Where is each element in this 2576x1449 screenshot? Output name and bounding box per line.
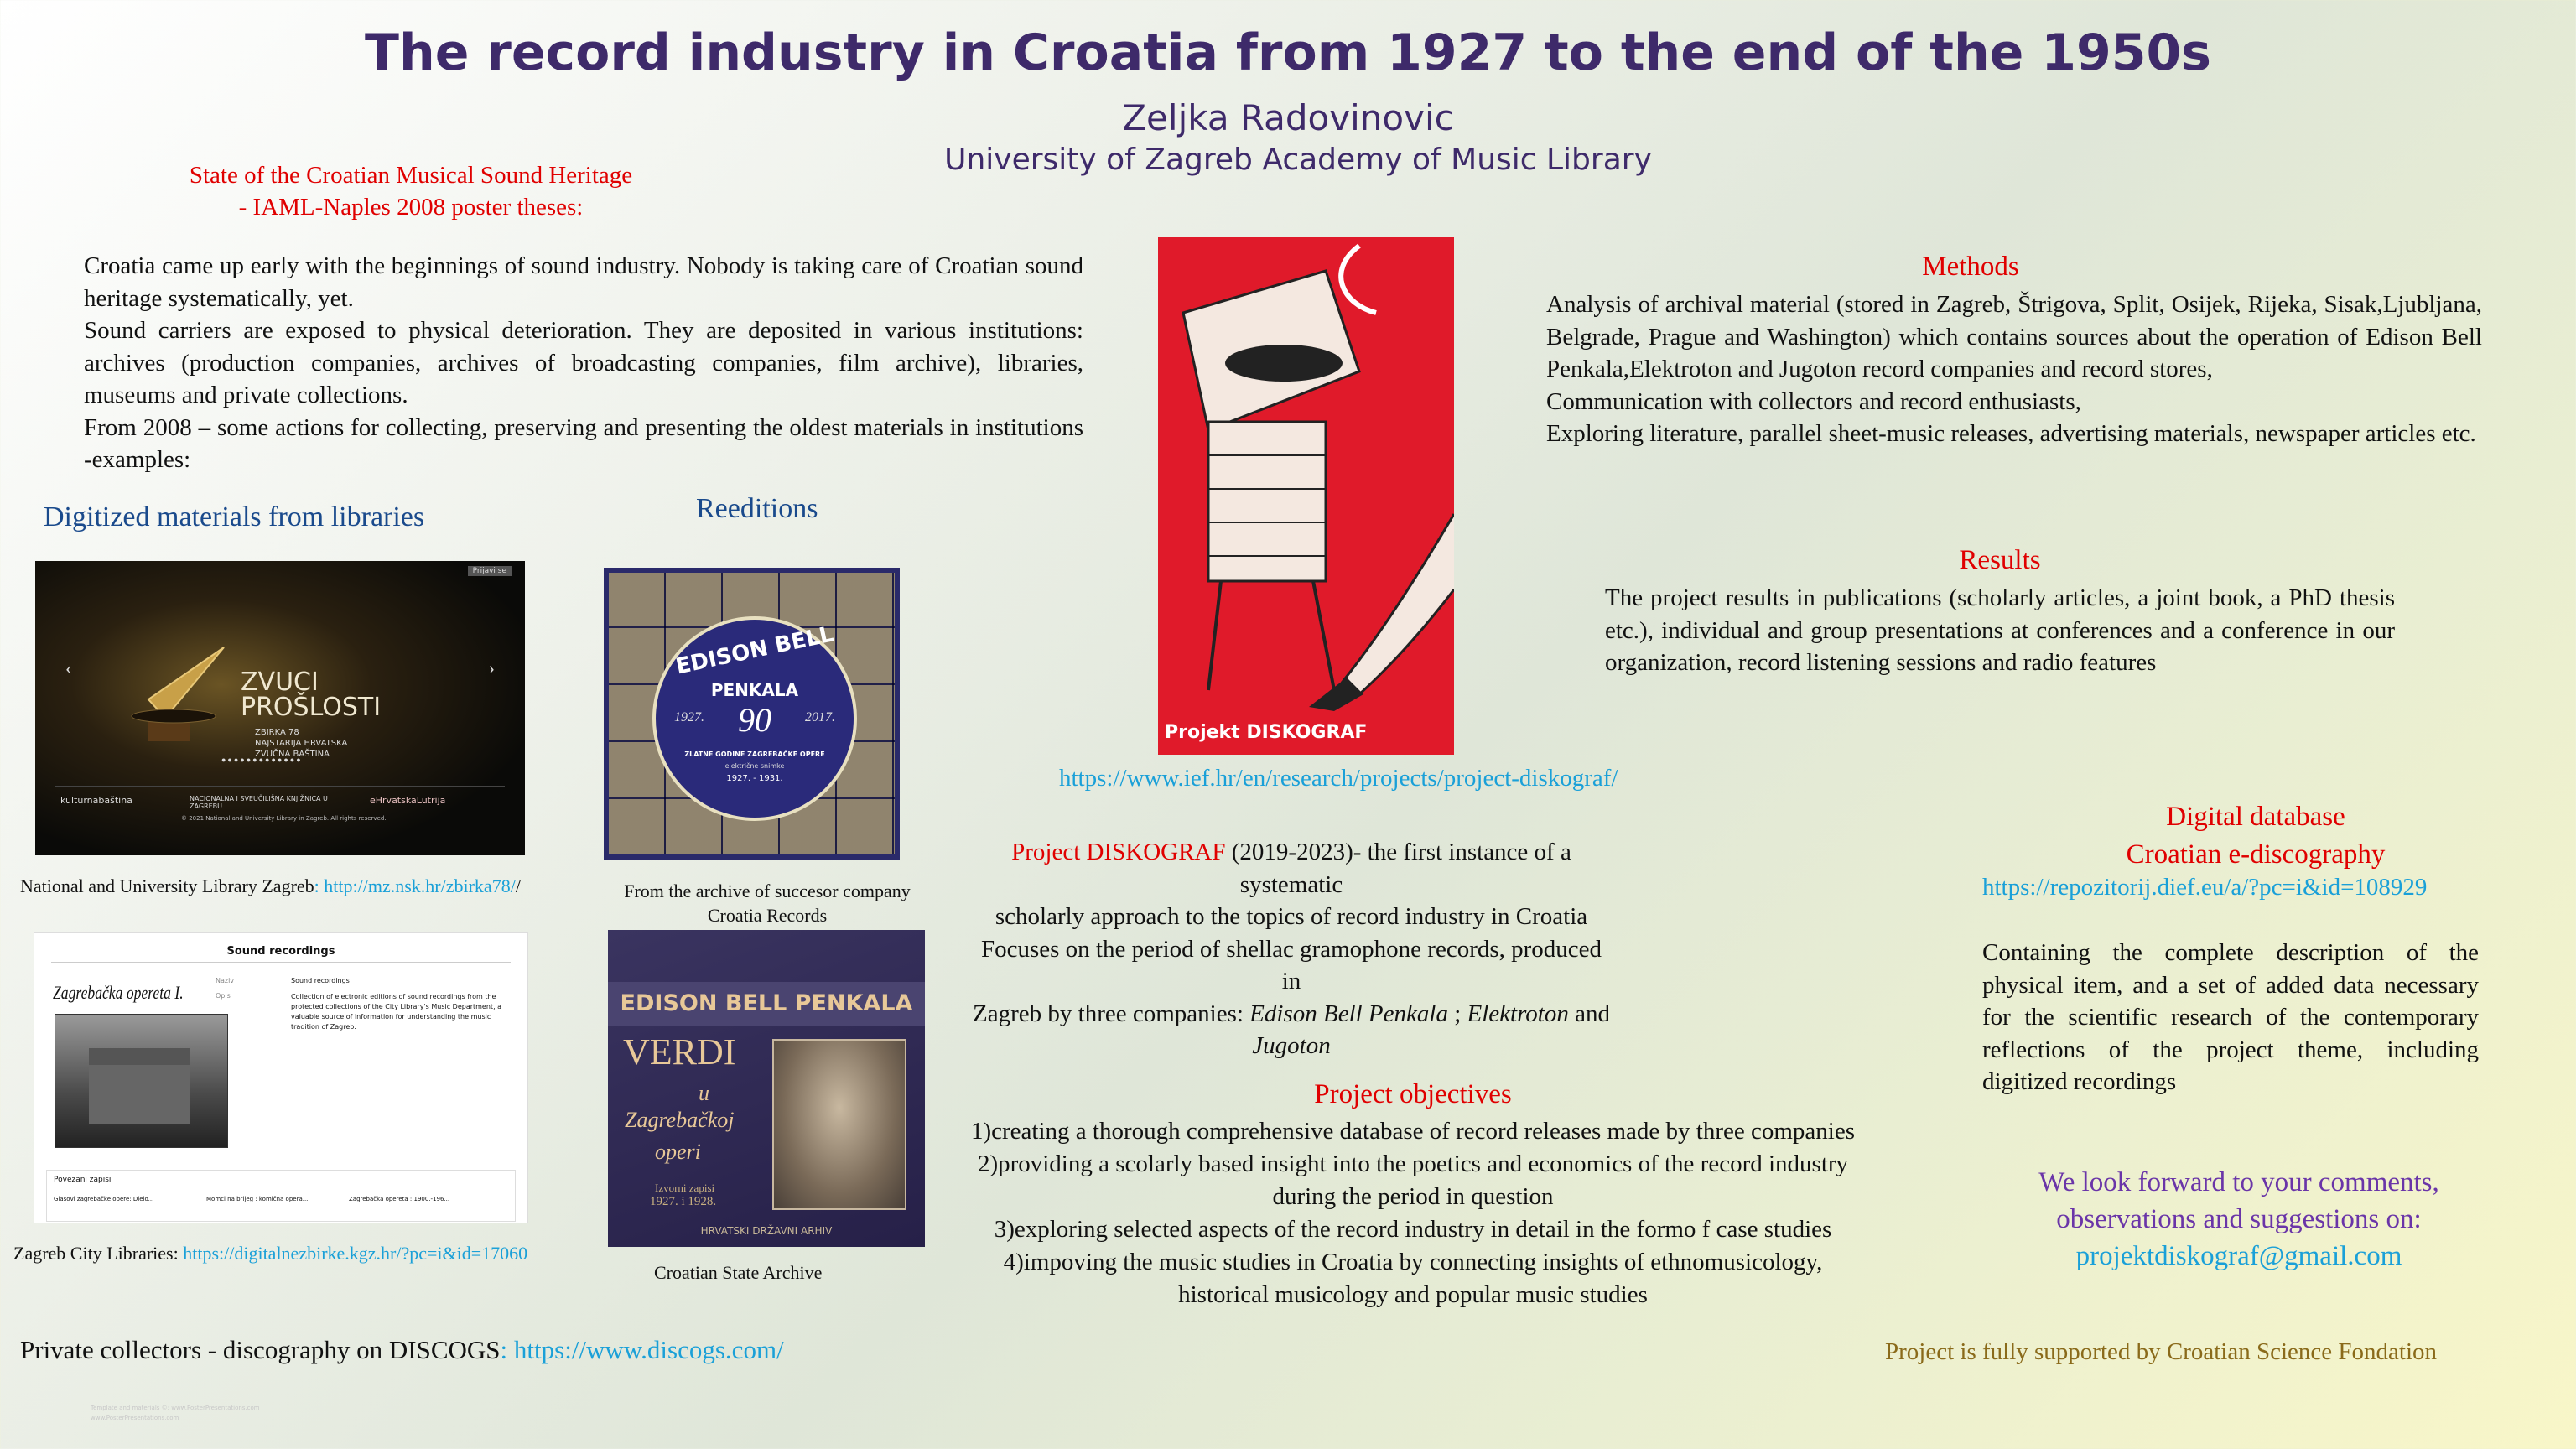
contact-email[interactable]: projektdiskograf@gmail.com xyxy=(2075,1241,2402,1271)
state-heading-line2: - IAML-Naples 2008 poster theses: xyxy=(238,194,584,221)
objective-4-cont: historical musicology and popular music studies xyxy=(1178,1281,1648,1308)
verdi-title: VERDI xyxy=(623,1031,736,1072)
nsk-caption xyxy=(20,875,521,897)
kgz-field-2-label: Opis xyxy=(216,992,231,1000)
kgz-related-2[interactable]: Momci na brijeg : komična opera... xyxy=(206,1196,309,1202)
theatre-building xyxy=(89,1048,190,1124)
album-brand-1: EDISON BELL xyxy=(673,621,836,680)
methods-heading: Methods xyxy=(1922,252,2019,282)
nsk-caption-slash: / xyxy=(515,875,521,896)
template-credit-1: Template and materials ©: www.PosterPresentations.com xyxy=(91,1405,260,1411)
state-text xyxy=(84,250,1083,476)
results-text xyxy=(1605,582,2395,679)
album-brand-2: PENKALA xyxy=(710,680,799,700)
album-caption-1: From the archive of succesor company xyxy=(624,880,911,901)
objectives-heading: Project objectives xyxy=(1314,1079,1512,1109)
album-number: 90 xyxy=(738,701,771,739)
template-credit xyxy=(91,1403,260,1423)
album-year-right: 2017. xyxy=(805,710,835,724)
theatre-photo xyxy=(55,1014,228,1148)
nsk-title-1: ZVUCI xyxy=(241,667,319,697)
database-heading xyxy=(1996,798,2516,874)
nsk-copyright: © 2021 National and University Library in Zagreb. All rights reserved. xyxy=(181,815,387,822)
state-heading xyxy=(168,159,654,223)
album-sub-2: električne snimke xyxy=(724,762,785,770)
nsk-sub-1: ZBIRKA 78 xyxy=(255,728,299,737)
chevron-right-icon[interactable]: › xyxy=(488,657,495,678)
verdi-caption: Croatian State Archive xyxy=(654,1262,823,1283)
nsk-screenshot xyxy=(35,561,525,855)
project-description xyxy=(973,836,1610,1062)
kgz-caption-text: Zagreb City Libraries: xyxy=(13,1243,184,1264)
objective-2-cont: during the period in question xyxy=(1272,1183,1554,1210)
company-2: Elektroton xyxy=(1467,1000,1569,1027)
kgz-related xyxy=(46,1170,516,1222)
kgz-header: Sound recordings xyxy=(226,945,335,958)
contact-block xyxy=(1962,1164,2516,1275)
chevron-left-icon[interactable]: ‹ xyxy=(65,657,72,678)
album-sub-1: ZLATNE GODINE ZAGREBAČKE OPERE xyxy=(684,750,825,758)
nsk-footer-logo-2: NACIONALNA I SVEUČILIŠNA KNJIŽNICA U ZAGREBU xyxy=(190,795,328,810)
verdi-sub-2: 1927. i 1928. xyxy=(650,1195,717,1208)
kgz-divider xyxy=(51,962,511,963)
objective-2: 2)providing a scolarly based insight into the poetics and economics of the record industry xyxy=(977,1150,1849,1177)
objectives-list xyxy=(922,1115,1903,1311)
nsk-caption-link[interactable]: : http://mz.nsk.hr/zbirka78/ xyxy=(314,875,516,896)
diskograf-link[interactable]: https://www.ief.hr/en/research/projects/project-diskograf/ xyxy=(1059,765,1618,792)
kgz-related-label: Povezani zapisi xyxy=(54,1176,112,1184)
verdi-city: Zagrebačkoj xyxy=(625,1108,735,1132)
database-heading-1: Digital database xyxy=(2166,802,2345,832)
carousel-dots[interactable]: ●●●●●●●●●●●●● xyxy=(221,756,303,764)
verdi-opera: operi xyxy=(655,1140,701,1164)
author-name: Zeljka Radovinovic xyxy=(1122,97,1454,138)
album-year-left: 1927. xyxy=(674,710,704,724)
database-heading-2: Croatian e-discography xyxy=(2126,839,2386,870)
verdi-archive: HRVATSKI DRŽAVNI ARHIV xyxy=(700,1225,833,1237)
project-line-1-text: (2019-2023)- the first instance of a systematic xyxy=(1225,839,1571,898)
kgz-field-1-value: Sound recordings xyxy=(291,977,350,984)
methods-para-3: Exploring literature, parallel sheet-music releases, advertising materials, newspaper articles etc. xyxy=(1546,420,2476,447)
objective-4: 4)impoving the music studies in Croatia by connecting insights of ethnomusicology, xyxy=(1003,1249,1823,1275)
company-3: Jugoton xyxy=(1252,1032,1331,1059)
private-collectors-text: Private collectors - discography on DISCOGS xyxy=(20,1335,501,1364)
project-line-2: scholarly approach to the topics of record industry in Croatia xyxy=(995,903,1588,930)
diskograf-poster-image xyxy=(1158,237,1454,755)
objective-3: 3)exploring selected aspects of the record industry in detail in the formo f case studies xyxy=(994,1216,1832,1243)
verdi-cover xyxy=(608,930,925,1247)
album-caption xyxy=(587,879,948,927)
digitized-heading: Digitized materials from libraries xyxy=(44,501,425,532)
contact-line-1: We look forward to your comments, xyxy=(2038,1167,2439,1197)
verdi-portrait xyxy=(772,1039,906,1210)
discogs-link[interactable]: : https://www.discogs.com/ xyxy=(500,1335,784,1364)
kgz-related-1[interactable]: Glasovi zagrebačke opere: Dielo... xyxy=(54,1196,154,1202)
project-line-1 xyxy=(973,836,1610,901)
company-1: Edison Bell Penkala xyxy=(1249,1000,1448,1027)
database-para: Containing the complete description of the physical item, and a set of added data necessary for the scientific research of the contemporary reflections of the project theme, including digitized recordings xyxy=(1982,939,2479,1095)
verdi-sub-1: Izvorni zapisi xyxy=(655,1182,715,1194)
methods-para-1: Analysis of archival material (stored in Zagreb, Štrigova, Split, Osijek, Rijeka, Sisak,Ljubljana, Belgrade, Prague and Washington) which contains sources about the operation of Edison Bell Penkala,Elektroton and Jugoton record companies and record stores, xyxy=(1546,291,2482,382)
verdi-banner: EDISON BELL PENKALA xyxy=(620,990,913,1016)
project-line-4 xyxy=(973,998,1610,1031)
company-and: and xyxy=(1568,1000,1610,1027)
edison-album-cover xyxy=(604,568,900,860)
state-para-2: Sound carriers are exposed to physical deterioration. They are deposited in various institutions: archives (production companies, archives of broadcasting companies, film archive), libraries, museums and private collections. xyxy=(84,317,1083,408)
gramophone-illustration xyxy=(1158,237,1454,755)
methods-text xyxy=(1546,288,2482,450)
nsk-login-button[interactable]: Prijavi se xyxy=(468,566,512,576)
template-credit-2: www.PosterPresentations.com xyxy=(91,1415,179,1421)
kgz-field-1-label: Naziv xyxy=(216,977,235,984)
results-heading: Results xyxy=(1959,545,2041,575)
nsk-footer-logo-1: kulturnabaština xyxy=(60,795,132,806)
kgz-book-title: Zagrebačka opereta I. xyxy=(53,982,184,1003)
kgz-caption xyxy=(13,1243,527,1265)
state-heading-line1: State of the Croatian Musical Sound Heritage xyxy=(189,162,633,189)
album-caption-2: Croatia Records xyxy=(707,905,828,926)
nsk-caption-text: National and University Library Zagreb xyxy=(20,875,314,896)
nsk-title-2: PROŠLOSTI xyxy=(241,693,382,722)
album-sub-3: 1927. - 1931. xyxy=(726,774,783,783)
database-link[interactable]: https://repozitorij.dief.eu/a/?pc=i&id=108929 xyxy=(1982,874,2428,901)
kgz-caption-link[interactable]: https://digitalnezbirke.kgz.hr/?pc=i&id=17060 xyxy=(183,1243,528,1264)
affiliation: University of Zagreb Academy of Music Library xyxy=(944,143,1652,177)
verdi-u: u xyxy=(699,1081,709,1105)
nsk-footer xyxy=(55,786,505,828)
nsk-footer-logo-3: eHrvatskaLutrija xyxy=(370,795,446,806)
poster-image-label: Projekt DISKOGRAF xyxy=(1165,722,1368,743)
contact-line-2: observations and suggestions on: xyxy=(2056,1204,2422,1234)
kgz-field-2-value: Collection of electronic editions of sound recordings from the protected collections of the City Library's Music Department, a valuable source of information for understanding the music tradition of Zagreb. xyxy=(291,993,502,1031)
gramophone-icon xyxy=(115,641,232,750)
methods-para-2: Communication with collectors and record enthusiasts, xyxy=(1546,387,2081,415)
state-para-3: From 2008 – some actions for collecting, preserving and presenting the oldest materials in institutions -examples: xyxy=(84,413,1083,473)
company-separator: ; xyxy=(1447,1000,1467,1027)
kgz-related-3[interactable]: Zagrebačka opereta : 1900.-196... xyxy=(349,1196,450,1202)
state-para-1: Croatia came up early with the beginnings of sound industry. Nobody is taking care of Croatian sound heritage systematically, yet. xyxy=(84,252,1083,312)
project-line-3: Focuses on the period of shellac gramophone records, produced in xyxy=(980,935,1602,995)
objective-1: 1)creating a thorough comprehensive database of record releases made by three companies xyxy=(970,1118,1855,1145)
reeditions-heading: Reeditions xyxy=(696,493,818,524)
album-disc xyxy=(652,616,857,821)
nsk-sub-2: NAJSTARIJA HRVATSKA xyxy=(255,739,348,748)
private-collectors xyxy=(20,1335,784,1365)
support-note: Project is fully supported by Croatian Science Fondation xyxy=(1885,1338,2438,1365)
kgz-screenshot xyxy=(34,932,528,1223)
project-name: Project DISKOGRAF xyxy=(1011,839,1226,865)
results-para: The project results in publications (scholarly articles, a joint book, a PhD thesis etc.), individual and group presentations at conferences and a conference in our organization, record listening sessions and radio features xyxy=(1605,584,2395,676)
database-text xyxy=(1982,937,2479,1098)
poster-title: The record industry in Croatia from 1927 to the end of the 1950s xyxy=(365,23,2211,82)
nsk-sub-3: ZVUČNA BAŠTINA xyxy=(255,750,330,759)
project-line-4-text: Zagreb by three companies: xyxy=(973,1000,1250,1027)
